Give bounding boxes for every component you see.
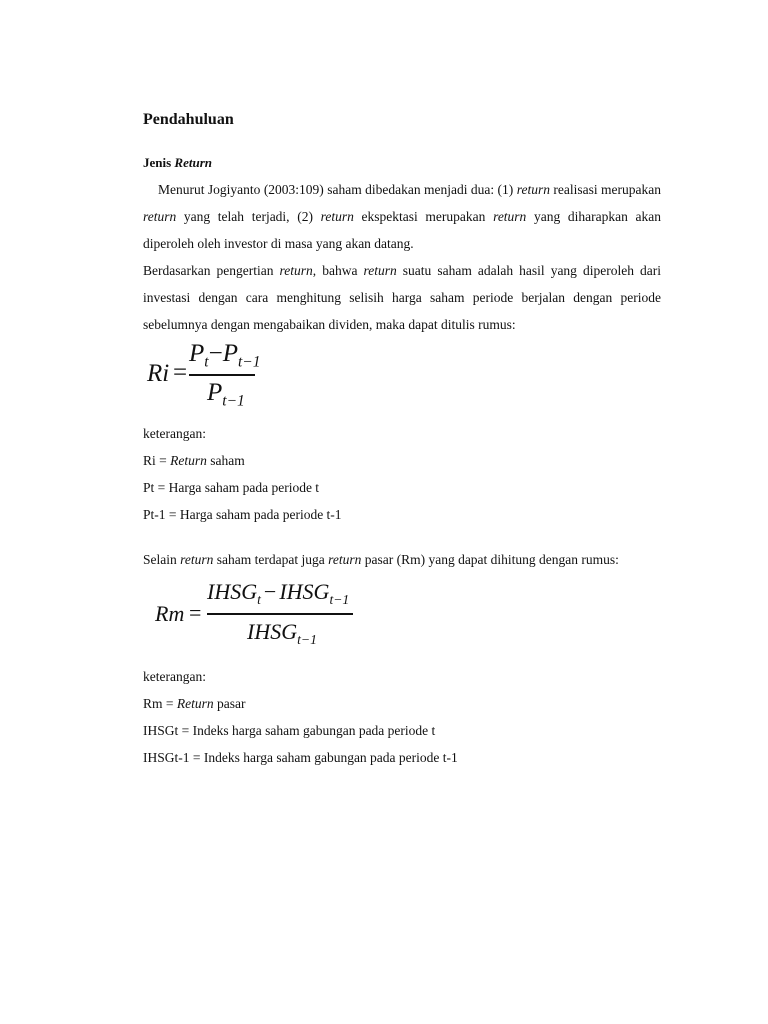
formula-ri-lhs: Ri xyxy=(147,360,170,387)
legend2-title: keterangan: xyxy=(143,669,206,684)
subsection-heading xyxy=(143,152,661,174)
formula-rm-lhs: Rm xyxy=(155,601,185,626)
formula-ri xyxy=(143,338,661,420)
italic-term: return xyxy=(180,552,214,567)
italic-term: Return xyxy=(170,453,207,468)
text-run: , bahwa xyxy=(312,263,364,278)
text-run: Berdasarkan pengertian xyxy=(143,263,280,278)
formula-ri-pt1: P xyxy=(222,340,238,367)
legend1-title: keterangan: xyxy=(143,426,206,441)
italic-term: return xyxy=(143,209,177,224)
formula-rm xyxy=(143,573,661,663)
formula-rm-minus: − xyxy=(263,579,277,604)
formula-rm-equals: = xyxy=(189,600,202,625)
italic-term: return xyxy=(320,209,354,224)
section-heading: Pendahuluan xyxy=(143,111,234,128)
text-run: Selain xyxy=(143,552,181,567)
formula-rm-ihsgt1-sub: t−1 xyxy=(329,591,350,607)
italic-term: return xyxy=(279,263,313,278)
text-run: realisasi merupakan xyxy=(549,182,661,197)
text-run: Rm = xyxy=(143,696,177,711)
formula-ri-den-sub: t−1 xyxy=(222,392,245,410)
italic-term: return xyxy=(493,209,527,224)
legend2-ihsgt1: IHSGt-1 = Indeks harga saham gabungan pada periode t-1 xyxy=(143,750,458,765)
formula-ri-den-p: P xyxy=(207,379,223,406)
text-run: saham xyxy=(206,453,245,468)
formula-rm-den-ihsg: IHSG xyxy=(247,619,298,644)
formula-ri-pt: P xyxy=(189,340,205,367)
formula-ri-minus: − xyxy=(208,340,223,367)
formula-rm-ihsgt1: IHSG xyxy=(279,579,330,604)
formula-rm-ihsgt-sub: t xyxy=(257,591,261,607)
formula-rm-fraction-bar xyxy=(207,613,353,615)
subsection-heading-italic: Return xyxy=(174,155,212,170)
italic-term: return xyxy=(328,552,362,567)
legend1-pt1: Pt-1 = Harga saham pada periode t-1 xyxy=(143,507,342,522)
paragraph-market-return xyxy=(143,546,661,573)
text-run: suatu saham adalah hasil yang diperoleh dari investasi dengan cara menghitung selisih harga saham periode berjalan dengan periode sebelumnya dengan mengabaikan dividen, maka dapat ditulis rumus: xyxy=(143,263,661,332)
text-run: pasar xyxy=(213,696,246,711)
formula-rm-ihsgt: IHSG xyxy=(207,579,258,604)
formula-ri-fraction-bar xyxy=(189,374,255,376)
text-run: yang telah terjadi, (2) xyxy=(176,209,321,224)
formula-ri-pt-sub: t xyxy=(204,353,209,371)
text-run: Ri = xyxy=(143,453,171,468)
formula-ri-numerator xyxy=(189,340,261,371)
paragraph-return-definition xyxy=(143,257,661,338)
formula-ri-pt1-sub: t−1 xyxy=(237,353,261,371)
formula-rm-denominator xyxy=(247,619,317,645)
formula-rm-den-sub: t−1 xyxy=(297,631,317,647)
italic-term: Return xyxy=(176,696,214,711)
legend2-rm xyxy=(143,690,661,717)
subsection-heading-plain: Jenis xyxy=(143,155,175,170)
document-page xyxy=(143,108,661,771)
text-run: pasar (Rm) yang dapat dihitung dengan rumus: xyxy=(361,552,619,567)
text-run: yang diharapkan akan diperoleh oleh investor di masa yang akan datang. xyxy=(143,209,661,251)
formula-rm-numerator xyxy=(207,579,349,605)
legend2-ihsgt: IHSGt = Indeks harga saham gabungan pada periode t xyxy=(143,723,436,738)
italic-term: return xyxy=(516,182,550,197)
text-run: Menurut Jogiyanto (2003:109) saham dibedakan menjadi dua: (1) xyxy=(158,182,517,197)
formula-ri-equals: = xyxy=(173,359,188,386)
legend1-ri xyxy=(143,447,661,474)
text-run: saham terdapat juga xyxy=(213,552,329,567)
paragraph-return-types xyxy=(143,176,661,257)
formula-ri-denominator xyxy=(207,379,245,410)
text-run: ekspektasi merupakan xyxy=(353,209,494,224)
legend1-pt: Pt = Harga saham pada periode t xyxy=(143,480,320,495)
spacer xyxy=(143,528,661,546)
italic-term: return xyxy=(363,263,397,278)
